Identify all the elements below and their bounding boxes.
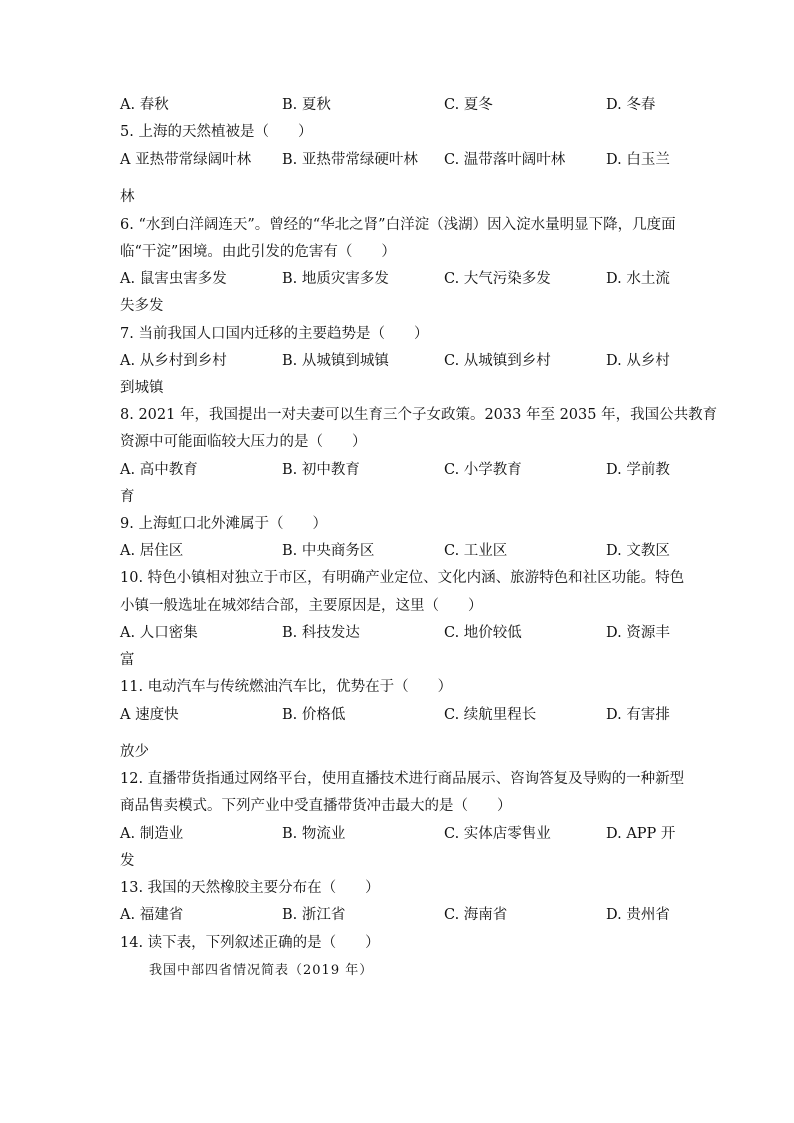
q13-options: [120, 905, 680, 925]
q9-option-d: D. 文教区: [606, 543, 670, 559]
q8-option-d: D. 学前教: [606, 462, 670, 478]
q8-stem-line-2: 资源中可能面临较大压力的是（ ）: [120, 434, 367, 450]
q4-option-b: B. 夏秋: [282, 97, 331, 113]
q7-stem: 7. 当前我国人口国内迁移的主要趋势是（ ）: [120, 326, 429, 342]
q5-option-d: D. 白玉兰: [606, 152, 670, 168]
q6-option-b: B. 地质灾害多发: [282, 271, 389, 287]
q6-stem-line-1: 6. “水到白洋阔连天”。曾经的“华北之肾”白洋淀（浅湖）因入淀水量明显下降，几度面: [120, 217, 676, 233]
q9-option-a: A. 居住区: [120, 543, 184, 559]
q7-option-b: B. 从城镇到城镇: [282, 353, 389, 369]
q12-option-c: C. 实体店零售业: [444, 826, 551, 842]
q10-stem-line-1: 10. 特色小镇相对独立于市区，有明确产业定位、文化内涵、旅游特色和社区功能。特色: [120, 570, 685, 586]
q12-option-d: D. APP 开: [606, 826, 676, 842]
table-caption: 我国中部四省情况简表（2019 年）: [149, 963, 374, 978]
q6-option-a: A. 鼠害虫害多发: [120, 271, 227, 287]
q10-option-wrap: 富: [120, 652, 135, 668]
q7-option-a: A. 从乡村到乡村: [120, 353, 227, 369]
q4-option-a: A. 春秋: [120, 97, 169, 113]
q5-option-a: A 亚热带常绿阔叶林: [120, 152, 252, 168]
q9-option-b: B. 中央商务区: [282, 543, 375, 559]
q5-stem: 5. 上海的天然植被是（ ）: [120, 124, 313, 140]
q11-stem: 11. 电动汽车与传统燃油汽车比，优势在于（ ）: [120, 679, 453, 695]
q7-option-c: C. 从城镇到乡村: [444, 353, 551, 369]
q13-option-a: A. 福建省: [120, 907, 184, 923]
q6-option-c: C. 大气污染多发: [444, 271, 551, 287]
q5-option-c: C. 温带落叶阔叶林: [444, 152, 566, 168]
q5-option-b: B. 亚热带常绿硬叶林: [282, 152, 418, 168]
q11-option-a: A 速度快: [120, 707, 179, 723]
q7-option-d: D. 从乡村: [606, 353, 670, 369]
q8-options: [120, 460, 680, 480]
q5-options: [120, 150, 680, 170]
q12-options: [120, 824, 680, 844]
q11-option-c: C. 续航里程长: [444, 707, 537, 723]
q10-option-a: A. 人口密集: [120, 625, 198, 641]
q6-stem-line-2: 临“干淀”困境。由此引发的危害有（ ）: [120, 244, 396, 260]
q13-option-b: B. 浙江省: [282, 907, 346, 923]
q8-stem-line-1: 8. 2021 年，我国提出一对夫妻可以生育三个子女政策。2033 年至 2035 年，我国公共教育: [120, 407, 718, 423]
q10-option-c: C. 地价较低: [444, 625, 522, 641]
q10-stem-line-2: 小镇一般选址在城郊结合部，主要原因是，这里（ ）: [120, 598, 483, 614]
q7-option-wrap: 到城镇: [120, 380, 164, 396]
q12-option-wrap: 发: [120, 853, 135, 869]
q6-options: [120, 269, 680, 289]
q11-option-wrap: 放少: [120, 744, 149, 760]
q11-option-d: D. 有害排: [606, 707, 670, 723]
q9-stem: 9. 上海虹口北外滩属于（ ）: [120, 516, 327, 532]
q8-option-b: B. 初中教育: [282, 462, 360, 478]
q12-option-a: A. 制造业: [120, 826, 184, 842]
q8-option-a: A. 高中教育: [120, 462, 198, 478]
q4-option-c: C. 夏冬: [444, 97, 493, 113]
q10-option-d: D. 资源丰: [606, 625, 670, 641]
q14-stem: 14. 读下表，下列叙述正确的是（ ）: [120, 935, 380, 951]
q6-option-wrap: 失多发: [120, 298, 164, 314]
q10-option-b: B. 科技发达: [282, 625, 360, 641]
q13-stem: 13. 我国的天然橡胶主要分布在（ ）: [120, 880, 380, 896]
q4-option-d: D. 冬春: [606, 97, 656, 113]
q8-option-wrap: 育: [120, 489, 135, 505]
q12-stem-line-2: 商品售卖模式。下列产业中受直播带货冲击最大的是（ ）: [120, 798, 512, 814]
q5-option-wrap: 林: [120, 189, 135, 205]
q9-options: [120, 541, 680, 561]
q12-option-b: B. 物流业: [282, 826, 346, 842]
q12-stem-line-1: 12. 直播带货指通过网络平台，使用直播技术进行商品展示、咨询答复及导购的一种新型: [120, 771, 685, 787]
q11-option-b: B. 价格低: [282, 707, 346, 723]
q4-options: [120, 95, 680, 115]
q13-option-c: C. 海南省: [444, 907, 508, 923]
q13-option-d: D. 贵州省: [606, 907, 670, 923]
q6-option-d: D. 水土流: [606, 271, 670, 287]
q11-options: [120, 705, 680, 725]
q7-options: [120, 351, 680, 371]
q10-options: [120, 623, 680, 643]
q9-option-c: C. 工业区: [444, 543, 508, 559]
q8-option-c: C. 小学教育: [444, 462, 522, 478]
